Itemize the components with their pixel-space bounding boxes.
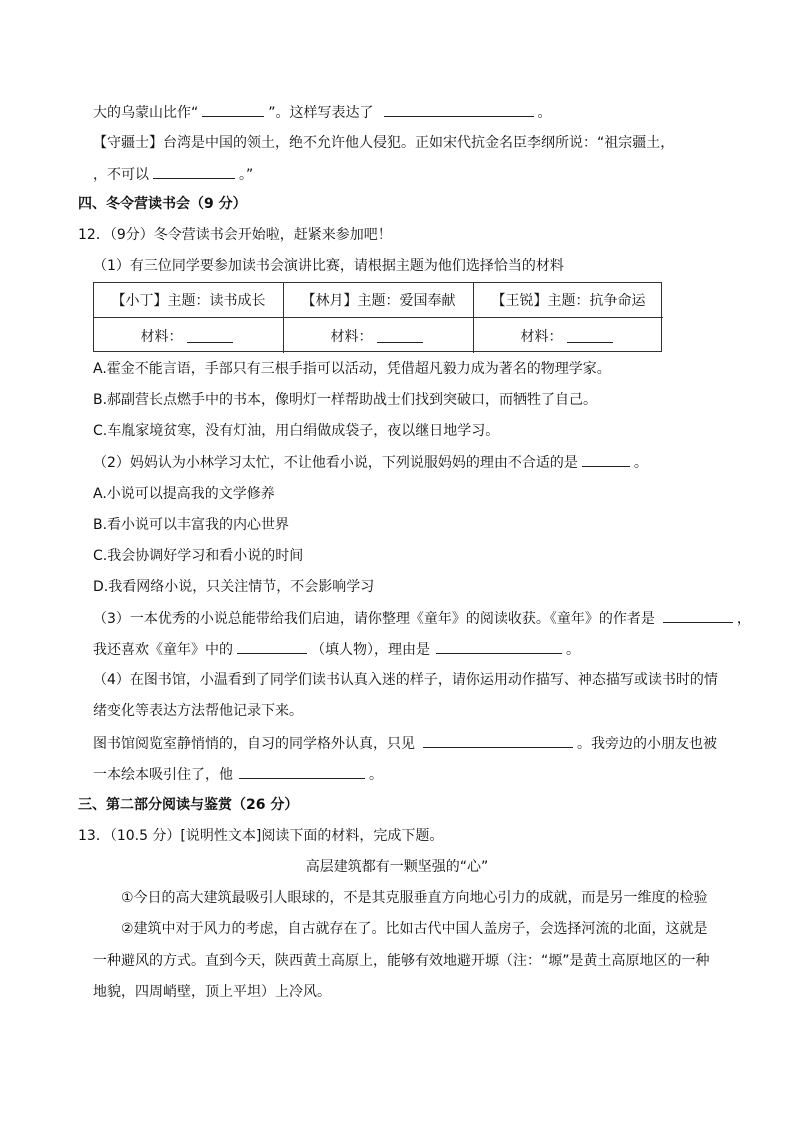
line-shoujiangshi: 【守疆士】台湾是中国的领土，绝不允许他人侵犯。正如宋代抗金名臣李纲所说：“祖宗疆土， <box>93 135 675 151</box>
answer-blank[interactable] <box>202 102 264 117</box>
answer-blank[interactable] <box>436 639 562 654</box>
section-4-heading: 四、冬令营读书会（9 分） <box>78 196 247 212</box>
option-b: B.郝副营长点燃手中的书本，像明灯一样帮助战士们找到突破口，而牺牲了自己。 <box>93 392 598 408</box>
passage-paragraph-2-cont: 一种避风的方式。直到今天，陕西黄土高原上，能够有效地避开塬（注：“塬”是黄土高原地区的一种 <box>93 953 710 969</box>
answer-blank[interactable] <box>187 328 233 343</box>
section-3-heading: 三、第二部分阅读与鉴赏（26 分） <box>78 797 299 813</box>
answer-blank[interactable] <box>239 764 365 779</box>
line-bukeyi: ，不可以 。” <box>93 164 253 185</box>
question-12: 12．（9分）冬令营读书会开始啦，赶紧来参加吧！ <box>78 227 392 243</box>
question-12-1: （1）有三位同学要参加读书会演讲比赛，请根据主题为他们选择恰当的材料 <box>93 258 564 274</box>
option-2b: B.看小说可以丰富我的内心世界 <box>93 517 290 533</box>
question-12-3: （3）一本优秀的小说总能带给我们启迪，请你整理《童年》的阅读收获。《童年》的作者是 ， <box>93 608 751 629</box>
question-13: 13．（10.5 分）[说明性文本]阅读下面的材料，完成下题。 <box>78 828 444 844</box>
table-header-xiaoding: 【小丁】主题：读书成长 <box>94 283 284 318</box>
passage-title: 高层建筑都有一颗坚强的“心” <box>305 859 489 875</box>
table-header-wangrui: 【王锐】主题：抗争命运 <box>474 283 663 318</box>
answer-blank[interactable] <box>423 733 573 748</box>
question-12-4: （4）在图书馆，小温看到了同学们读书认真入迷的样子，请你运用动作描写、神态描写或读书时的情 <box>93 672 718 688</box>
line-wumeng: 大的乌蒙山比作“ ”。这样写表达了 。 <box>93 102 552 123</box>
option-c: C.车胤家境贫寒，没有灯油，用白绢做成袋子，夜以继日地学习。 <box>93 423 500 439</box>
answer-blank[interactable] <box>582 452 630 467</box>
material-table <box>93 282 662 352</box>
question-12-3-cont: 我还喜欢《童年》中的 （填人物），理由是 。 <box>93 639 580 660</box>
answer-blank[interactable] <box>237 639 307 654</box>
passage-paragraph-2-end: 地貌，四周峭壁，顶上平坦）上冷风。 <box>93 984 331 1000</box>
answer-blank[interactable] <box>567 328 613 343</box>
option-2c: C.我会协调好学习和看小说的时间 <box>93 548 304 564</box>
table-material-cell: 材料： <box>94 318 284 353</box>
answer-blank[interactable] <box>384 102 534 117</box>
answer-blank[interactable] <box>663 608 733 623</box>
library-line-1: 图书馆阅览室静悄悄的，自习的同学格外认真，只见 。我旁边的小朋友也被 <box>93 733 717 754</box>
passage-paragraph-1: ①今日的高大建筑最吸引人眼球的，不是其克服垂直方向地心引力的成就，而是另一维度的检验 <box>121 890 708 906</box>
table-material-cell: 材料： <box>474 318 663 353</box>
option-2d: D.我看网络小说，只关注情节，不会影响学习 <box>93 579 375 595</box>
option-2a: A.小说可以提高我的文学修养 <box>93 486 275 502</box>
table-header-linyue: 【林月】主题：爱国奉献 <box>284 283 474 318</box>
question-12-4-cont: 绪变化等表达方法帮他记录下来。 <box>93 703 303 719</box>
table-material-cell: 材料： <box>284 318 474 353</box>
library-line-2: 一本绘本吸引住了，他 。 <box>93 764 383 785</box>
option-a: A.霍金不能言语，手部只有三根手指可以活动，凭借超凡毅力成为著名的物理学家。 <box>93 361 611 377</box>
question-12-2: （2）妈妈认为小林学习太忙，不让他看小说，下列说服妈妈的理由不合适的是 。 <box>93 452 648 473</box>
passage-paragraph-2: ②建筑中对于风力的考虑，自古就存在了。比如古代中国人盖房子，会选择河流的北面，这就是 <box>121 921 708 937</box>
answer-blank[interactable] <box>377 328 423 343</box>
answer-blank[interactable] <box>153 164 235 179</box>
